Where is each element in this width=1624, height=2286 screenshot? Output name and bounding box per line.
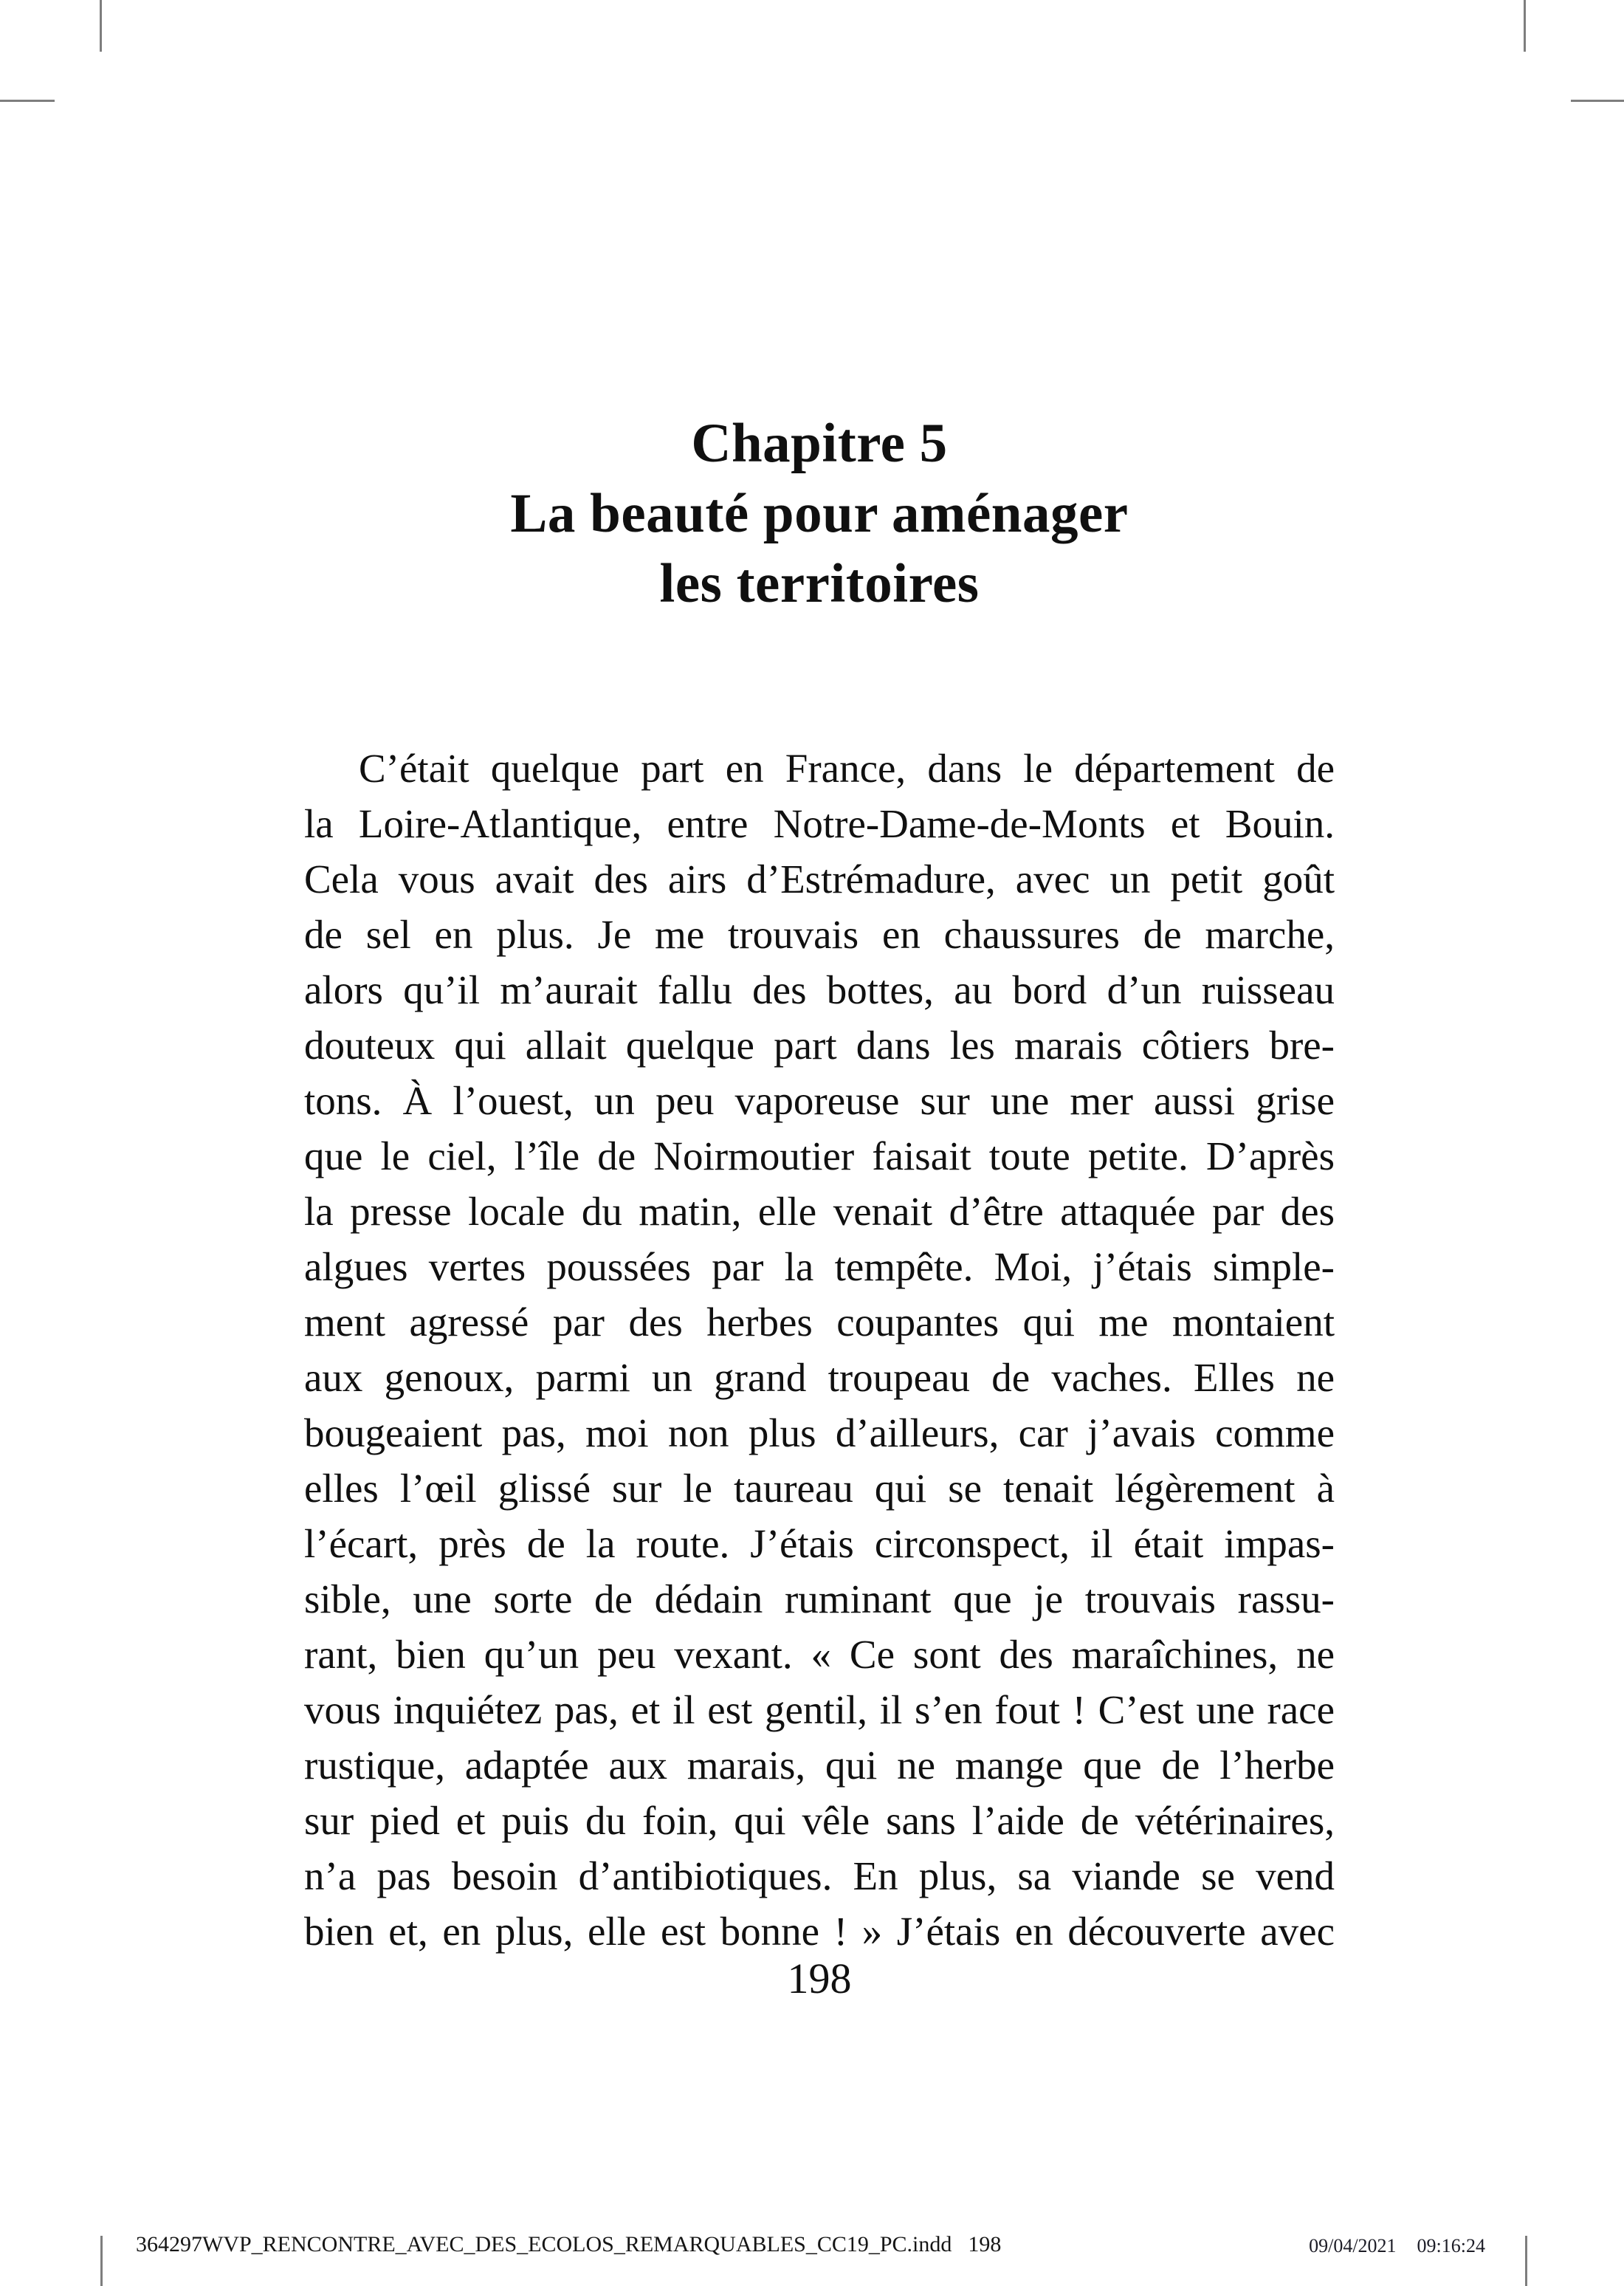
body-line: tons. À l’ouest, un peu vaporeuse sur une mer aussi grise [304, 1078, 1335, 1123]
body-line: rant, bien qu’un peu vexant. « Ce sont des maraîchines, ne [304, 1632, 1335, 1677]
body-line: bougeaient pas, moi non plus d’ailleurs, car j’avais comme [304, 1410, 1335, 1455]
crop-mark-left-horizontal [0, 100, 55, 102]
body-line: douteux qui allait quelque part dans les marais côtiers bre- [304, 1023, 1335, 1068]
chapter-title-line: Chapitre 5 [691, 413, 948, 474]
body-line: vous inquiétez pas, et il est gentil, il s’en fout ! C’est une race [304, 1687, 1335, 1732]
body-line: C’était quelque part en France, dans le département de [359, 746, 1335, 791]
chapter-title-line: La beauté pour aménager [510, 483, 1129, 544]
body-line: alors qu’il m’aurait fallu des bottes, au bord d’un ruisseau [304, 967, 1335, 1012]
body-line: rustique, adaptée aux marais, qui ne mange que de l’herbe [304, 1743, 1335, 1788]
slug-time: 09:16:24 [1417, 2235, 1485, 2256]
crop-mark-top-right-vertical [1524, 0, 1526, 52]
body-line: aux genoux, parmi un grand troupeau de vaches. Elles ne [304, 1355, 1335, 1400]
body-line: ment agressé par des herbes coupantes qui me montaient [304, 1300, 1335, 1345]
body-line: de sel en plus. Je me trouvais en chaussures de marche, [304, 912, 1335, 957]
body-text [304, 741, 1335, 1959]
body-line: Cela vous avait des airs d’Estrémadure, avec un petit goût [304, 857, 1335, 902]
body-line: l’écart, près de la route. J’étais circonspect, il était impas- [304, 1521, 1335, 1566]
print-slug-filename [136, 2232, 1001, 2257]
slug-file-name: 364297WVP_RENCONTRE_AVEC_DES_ECOLOS_REMARQUABLES_CC19_PC.indd [136, 2232, 952, 2256]
slug-date: 09/04/2021 [1309, 2235, 1397, 2256]
page-number: 198 [787, 1954, 852, 2002]
chapter-title-line: les territoires [659, 553, 980, 614]
slug-file-page: 198 [968, 2232, 1002, 2256]
crop-mark-top-left-vertical [100, 0, 102, 52]
crop-mark-bottom-left-vertical [100, 2236, 103, 2286]
body-line: bien et, en plus, elle est bonne ! » J’étais en découverte avec [304, 1909, 1335, 1954]
body-line: sible, une sorte de dédain ruminant que je trouvais rassu- [304, 1576, 1335, 1621]
body-line: que le ciel, l’île de Noirmoutier faisait toute petite. D’après [304, 1133, 1335, 1178]
crop-mark-right-horizontal [1571, 100, 1624, 102]
body-line: sur pied et puis du foin, qui vêle sans l’aide de vétérinaires, [304, 1798, 1335, 1843]
crop-mark-bottom-right-vertical [1525, 2236, 1527, 2286]
body-line: la presse locale du matin, elle venait d’être attaquée par des [304, 1189, 1335, 1234]
body-line: n’a pas besoin d’antibiotiques. En plus, sa viande se vend [304, 1853, 1335, 1898]
body-line: algues vertes poussées par la tempête. Moi, j’étais simple- [304, 1244, 1335, 1289]
print-slug-datetime [1309, 2235, 1485, 2257]
body-line: la Loire-Atlantique, entre Notre-Dame-de-Monts et Bouin. [304, 801, 1335, 846]
chapter-title [304, 408, 1335, 619]
body-line: elles l’œil glissé sur le taureau qui se tenait légèrement à [304, 1466, 1335, 1511]
